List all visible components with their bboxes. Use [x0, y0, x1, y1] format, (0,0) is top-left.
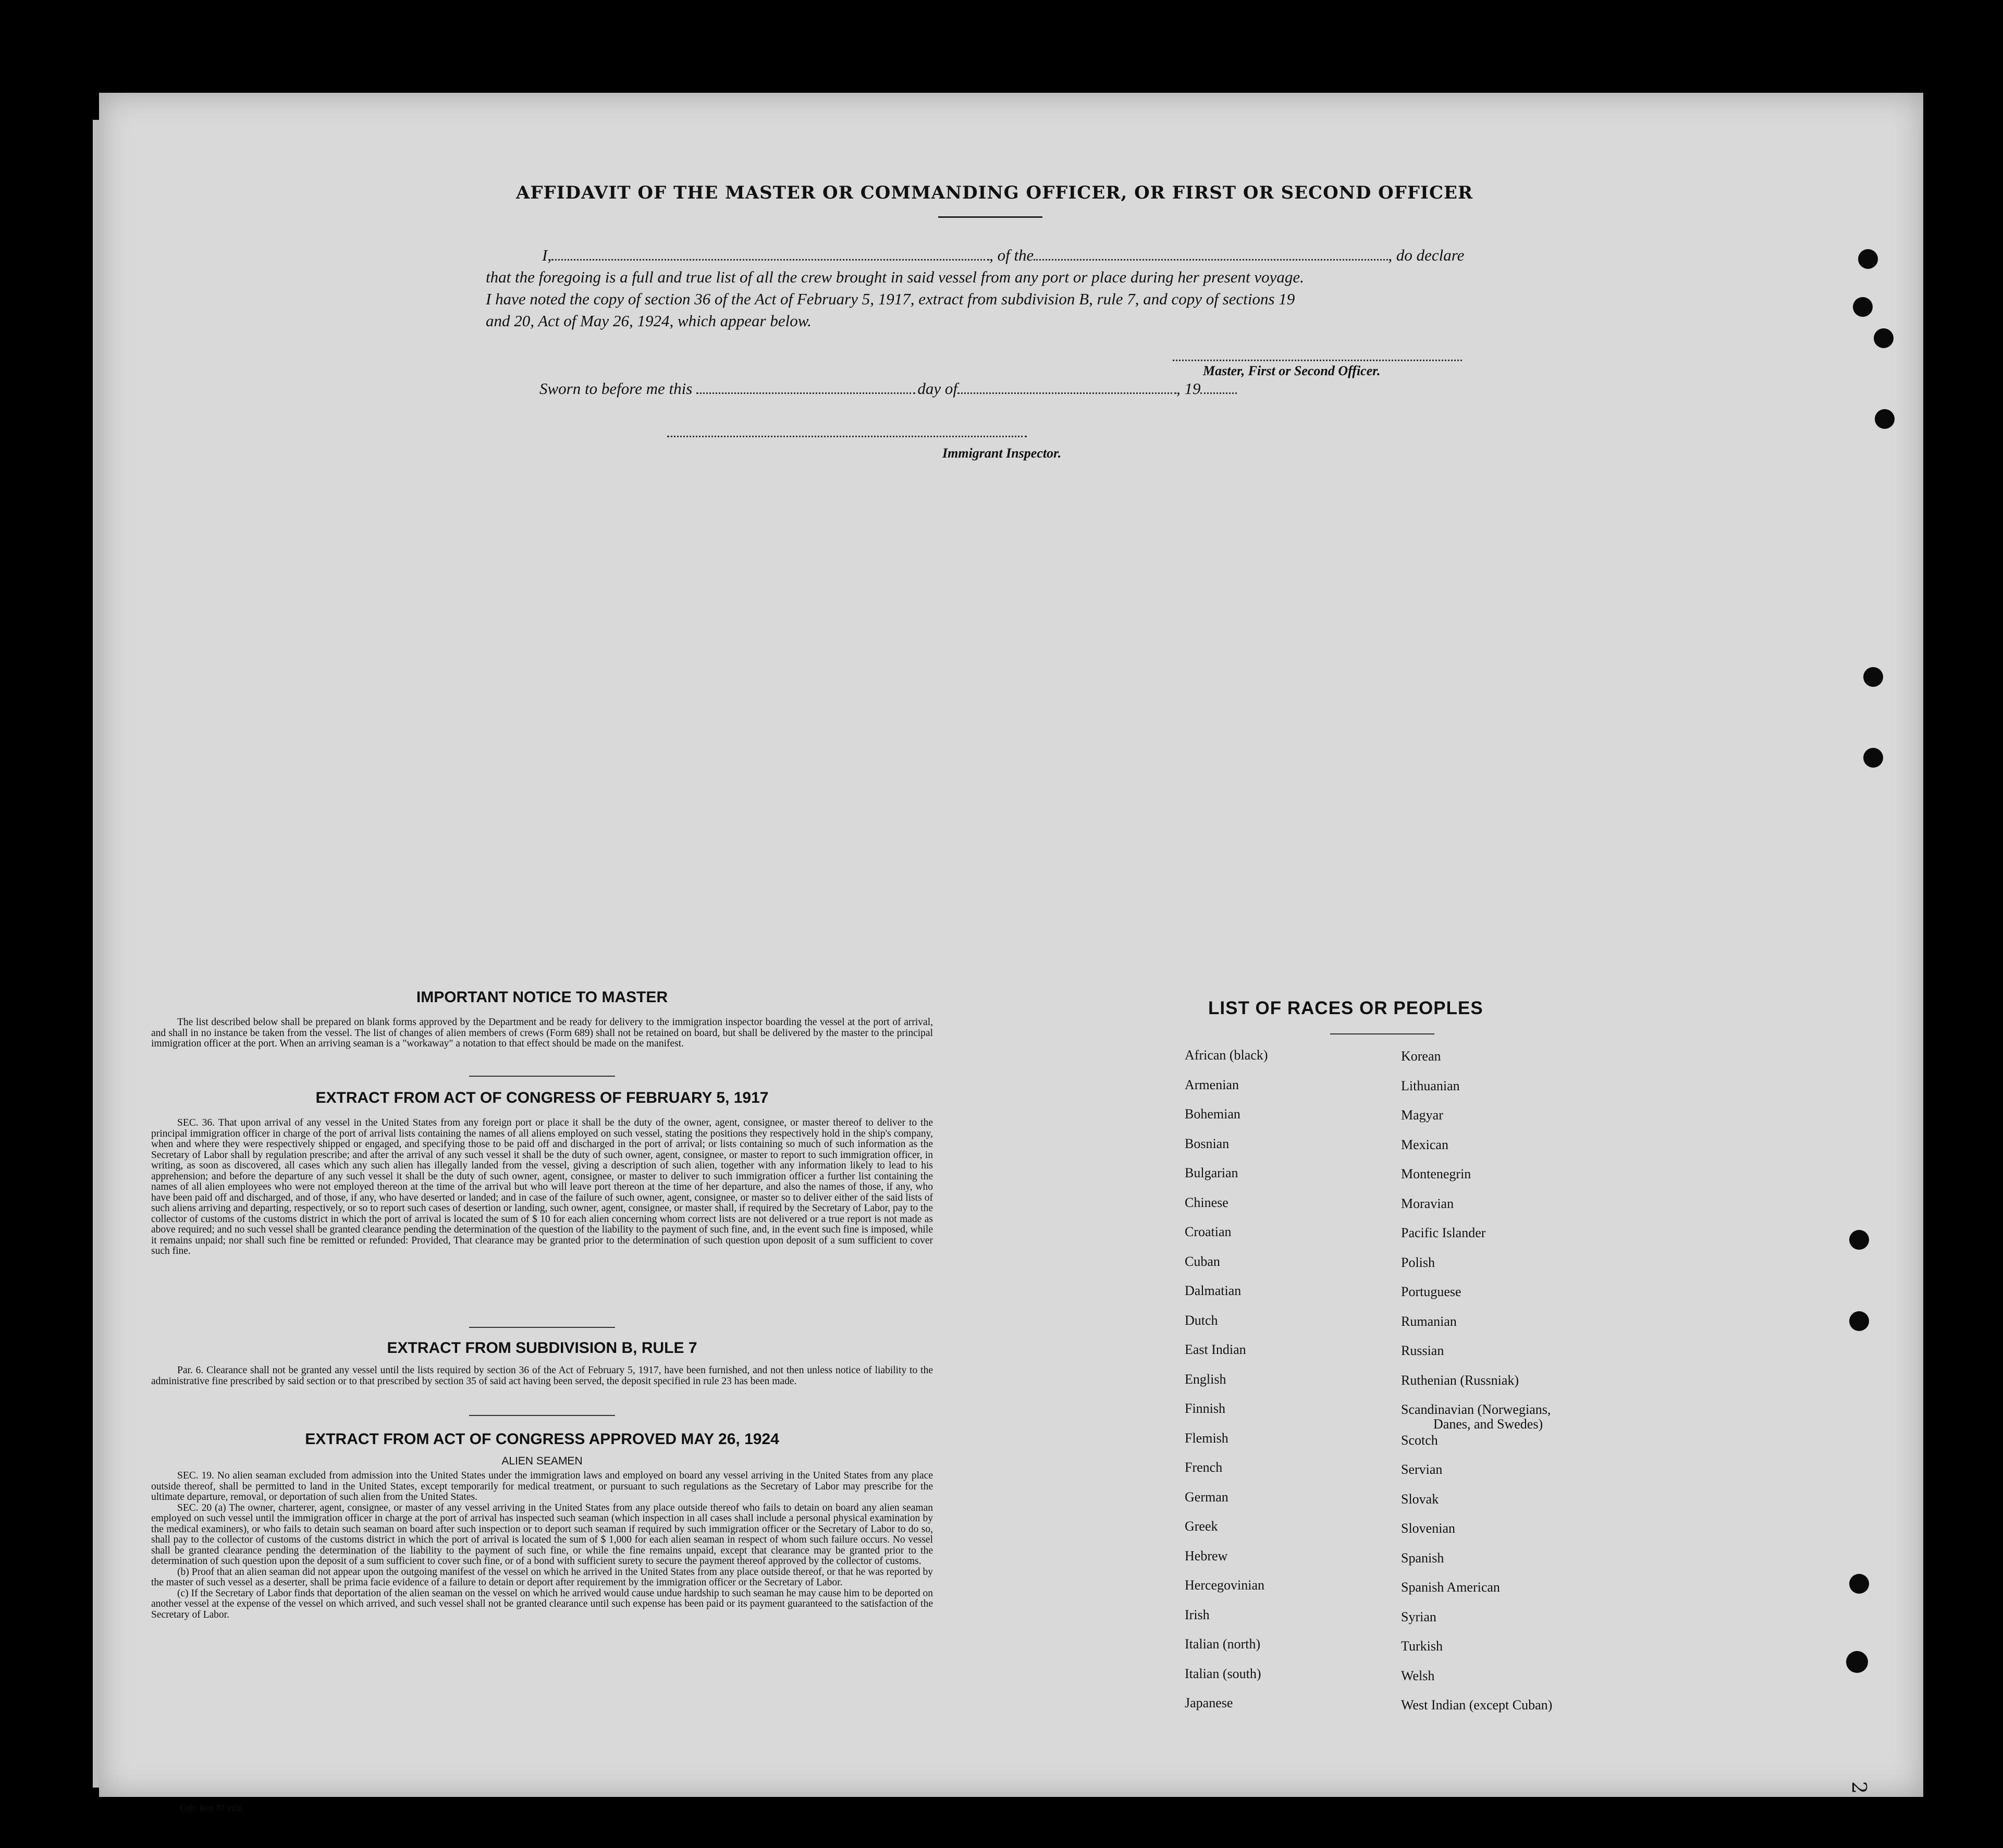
- race-item: Flemish: [1185, 1430, 1228, 1446]
- binder-hole: [1863, 748, 1883, 768]
- officer-signature-line[interactable]: [1173, 360, 1462, 361]
- year-prefix: , 19: [1176, 379, 1201, 398]
- race-item: Welsh: [1401, 1668, 1435, 1683]
- title-underline: [938, 216, 1042, 218]
- races-title-underline: [1330, 1033, 1434, 1034]
- binder-hole: [1853, 297, 1873, 317]
- affidavit-line-4: and 20, Act of May 26, 1924, which appear below.: [486, 312, 812, 330]
- race-item: Portuguese: [1401, 1284, 1461, 1299]
- affidavit-declaration-line: [542, 246, 1506, 265]
- race-item: Turkish: [1401, 1638, 1443, 1654]
- binder-hole: [1846, 1651, 1868, 1673]
- race-item: Cuban: [1185, 1253, 1220, 1269]
- race-item: Servian: [1401, 1462, 1443, 1477]
- races-title: LIST OF RACES OR PEOPLES: [1208, 998, 1483, 1018]
- race-item: Japanese: [1185, 1695, 1233, 1710]
- race-item: African (black): [1185, 1048, 1268, 1063]
- race-item: Korean: [1401, 1049, 1441, 1064]
- race-item: Scotch: [1401, 1432, 1438, 1448]
- race-item: German: [1185, 1489, 1228, 1505]
- race-item: Slovak: [1401, 1491, 1439, 1507]
- officer-caption: Master, First or Second Officer.: [1203, 363, 1381, 378]
- race-item: Lithuanian: [1401, 1078, 1460, 1093]
- extract-1924-body: [151, 1471, 933, 1620]
- extract-1924-title: EXTRACT FROM ACT OF CONGRESS APPROVED MAY 26, 1924: [305, 1431, 779, 1448]
- sworn-label: Sworn to before me this: [539, 379, 693, 398]
- race-item: Bulgarian: [1185, 1165, 1238, 1180]
- section-divider: [469, 1076, 615, 1077]
- race-item: Hebrew: [1185, 1548, 1228, 1563]
- binder-hole: [1875, 409, 1895, 429]
- race-item: Croatian: [1185, 1224, 1232, 1239]
- day-of-label: day of: [917, 379, 957, 398]
- binder-hole: [1863, 667, 1883, 687]
- corner-mark: 2: [1848, 1781, 1871, 1794]
- sec-20c-text: (c) If the Secretary of Labor finds that deportation of the alien seaman on the vessel on which he arrived would cause undue hardship to such seaman he may cause him to be deported on another vessel at the expense of the vessel on which arrived, and such vessel shall not be granted clearance until such expense has been paid or its payment guaranteed to the satisfaction of the Secretary of Labor.: [151, 1587, 933, 1620]
- sworn-line: [539, 379, 1321, 398]
- scandinavian-continuation: Danes, and Swedes): [1433, 1416, 1543, 1432]
- extract-1917-body: SEC. 36. That upon arrival of any vessel in the United States from any foreign port or place it shall be the duty of the owner, agent, consignee, or master thereof to deliver to the principal immigration officer in charge of the port of arrival lists containing the names of all aliens employed on such vessel, stating the positions they respectively hold in the ship's company, when and where they were respectively shipped or engaged, and specifying those to be paid off and discharged in the port of arrival; or lists containing so much of such information as the Secretary of Labor shall by regulation prescribe; and after the arrival of any such vessel it shall be the duty of such owner, agent, consignee, or master to report to such immigration officer, in writing, as soon as discovered, all cases which any such alien has illegally landed from the vessel, giving a description of such alien, together with any information likely to lead to his apprehension; and before the departure of any such vessel it shall be the duty of such owner, agent, consignee, or master to deliver to such immigration officer a further list containing the names of all alien employees who were not employed thereon at the time of the arrival but who will leave port thereon at the time of her departure, and also the names of those, if any, who have been paid off and discharged, and of those, if any, who have deserted or landed; and in case of the failure of such owner, agent, consignee, or master so to deliver either of the said lists of such aliens arriving and departing, respectively, or so to report such cases of desertion or landing, such owner, agent, consignee, or master shall, if required by the Secretary of Labor, pay to the collector of customs of the customs district in which the port of arrival is located the sum of $ 10 for each alien concerning whom correct lists are not delivered or a true report is not made as above required; and no such vessel shall be granted clearance pending the determination of the question of the liability to the payment of such fine, and, in the event such fine is imposed, while it remains unpaid; nor shall such fine be remitted or refunded: Provided, That clearance may be granted prior to the determination of such question upon deposit of a sum sufficient to cover such fine.: [151, 1117, 933, 1256]
- affidavit-title: AFFIDAVIT OF THE MASTER OR COMMANDING OFFICER, OR FIRST OR SECOND OFFICER: [516, 182, 1473, 203]
- subdivision-b-body: Par. 6. Clearance shall not be granted any vessel until the lists required by section 36 of the Act of February 5, 1917, have been furnished, and not then unless notice of liability to the administrative fine prescribed by said section or to that prescribed by section 35 of said act having been served, the deposit specified in rule 23 has been made.: [151, 1365, 933, 1387]
- race-item: Dutch: [1185, 1312, 1218, 1328]
- do-declare-label: , do declare: [1388, 246, 1465, 264]
- race-item: Slovenian: [1401, 1521, 1455, 1536]
- binder-hole: [1849, 1311, 1869, 1331]
- footer-code: Cult. ken 37 vnb.: [180, 1804, 243, 1813]
- race-item: Bosnian: [1185, 1136, 1230, 1151]
- race-item: East Indian: [1185, 1342, 1246, 1357]
- race-item: Pacific Islander: [1401, 1225, 1486, 1240]
- race-item: Hercegovinian: [1185, 1578, 1265, 1593]
- alien-seamen-subtitle: ALIEN SEAMEN: [501, 1455, 583, 1467]
- race-item: Moravian: [1401, 1196, 1454, 1211]
- race-item: Armenian: [1185, 1077, 1239, 1092]
- race-item: Finnish: [1185, 1401, 1226, 1416]
- section-divider: [469, 1327, 615, 1328]
- of-the-label: , of the: [989, 246, 1034, 264]
- race-item: Chinese: [1185, 1194, 1228, 1210]
- inspector-caption: Immigrant Inspector.: [942, 446, 1062, 461]
- affidavit-line-2: that the foregoing is a full and true list of all the crew brought in said vessel from any port or place during her present voyage.: [486, 268, 1304, 286]
- race-item: Scandinavian (Norwegians,: [1401, 1402, 1551, 1417]
- race-item: Spanish: [1401, 1550, 1444, 1566]
- section-divider: [469, 1415, 615, 1416]
- sworn-month-field[interactable]: [957, 392, 1176, 394]
- notice-title: IMPORTANT NOTICE TO MASTER: [416, 989, 668, 1006]
- race-item: English: [1185, 1371, 1226, 1387]
- binder-hole: [1849, 1574, 1869, 1594]
- sec-19-text: SEC. 19. No alien seaman excluded from admission into the United States under the immigration laws and employed on board any vessel arriving in the United States from any place outside thereof, shall be permitted to land in the United States, except temporarily for medical treatment, or pursuant to such regulations as the Secretary of Labor may prescribe for the ultimate departure, removal, or deportation of such alien from the United States.: [151, 1470, 933, 1502]
- sec-20b-text: (b) Proof that an alien seaman did not appear upon the outgoing manifest of the vessel on which he arrived in the United States from any place outside thereof, or that he was reported by the master of such vessel as a deserter, shall be prima facie evidence of a failure to detain or deport after requirement by the immigration officer or the Secretary of Labor.: [151, 1566, 933, 1588]
- race-item: Italian (south): [1185, 1666, 1261, 1681]
- sworn-day-field[interactable]: [696, 392, 915, 394]
- extract-1917-title: EXTRACT FROM ACT OF CONGRESS OF FEBRUARY 5, 1917: [315, 1089, 769, 1106]
- race-item: Italian (north): [1185, 1636, 1261, 1652]
- race-item: Spanish American: [1401, 1580, 1500, 1595]
- race-item: Bohemian: [1185, 1106, 1240, 1122]
- sec-20a-text: SEC. 20 (a) The owner, charterer, agent, consignee, or master of any vessel arriving in the United States from any place outside thereof who fails to detain on board any alien seaman employed on such vessel until the immigration officer in charge at the port of arrival has inspected such seaman (which inspection in all cases shall include a personal physical examination by the medical examiners), or who fails to detain such seaman on board after such inspection or to deport such seaman if required by such immigration officer or the Secretary of Labor to do so, shall pay to the collector of customs of the customs district in which the port of arrival is located the sum of $ 1,000 for each alien seaman in respect of whom such failure occurs. No vessel shall be granted clearance pending the determination of the liability to the payment of such fine, or while the fine remains unpaid, except that clearance may be granted prior to the determination of such question upon the deposit of a sum sufficient to cover such fine, or of a bond with sufficient surety to secure the payment thereof approved by the collector of customs.: [151, 1502, 933, 1567]
- race-item: Irish: [1185, 1607, 1210, 1622]
- affidavit-line-3: I have noted the copy of section 36 of the Act of February 5, 1917, extract from subdivision B, rule 7, and copy of sections 19: [486, 290, 1295, 308]
- race-item: Magyar: [1401, 1107, 1443, 1123]
- notice-body: The list described below shall be prepared on blank forms approved by the Department and be ready for delivery to the immigration inspector boarding the vessel at the port of arrival, and shall in no instance be taken from the vessel. The list of changes of alien members of crews (Form 689) shall not be retained on board, but shall be delivered by the master to the principal immigration officer at the port. When an arriving seaman is a "workaway" a notation to that effect should be made on the manifest.: [151, 1017, 933, 1049]
- sworn-year-field[interactable]: [1200, 392, 1237, 394]
- race-item: Greek: [1185, 1519, 1218, 1534]
- race-item: Rumanian: [1401, 1313, 1457, 1329]
- race-item: Montenegrin: [1401, 1166, 1471, 1181]
- subdivision-b-title: EXTRACT FROM SUBDIVISION B, RULE 7: [387, 1339, 697, 1357]
- race-item: Ruthenian (Russniak): [1401, 1372, 1519, 1388]
- binder-hole: [1849, 1230, 1869, 1250]
- officer-name-field[interactable]: [551, 259, 989, 261]
- race-item: Syrian: [1401, 1609, 1436, 1624]
- race-item: West Indian (except Cuban): [1401, 1697, 1553, 1713]
- race-item: Polish: [1401, 1254, 1435, 1270]
- race-item: French: [1185, 1460, 1223, 1475]
- inspector-signature-line[interactable]: [667, 436, 1027, 437]
- race-item: Mexican: [1401, 1137, 1448, 1152]
- binder-hole: [1858, 249, 1878, 269]
- vessel-name-field[interactable]: [1034, 259, 1388, 261]
- i-label: I,: [542, 246, 552, 264]
- race-item: Russian: [1401, 1343, 1444, 1358]
- race-item: Dalmatian: [1185, 1283, 1242, 1298]
- binder-hole: [1874, 328, 1894, 348]
